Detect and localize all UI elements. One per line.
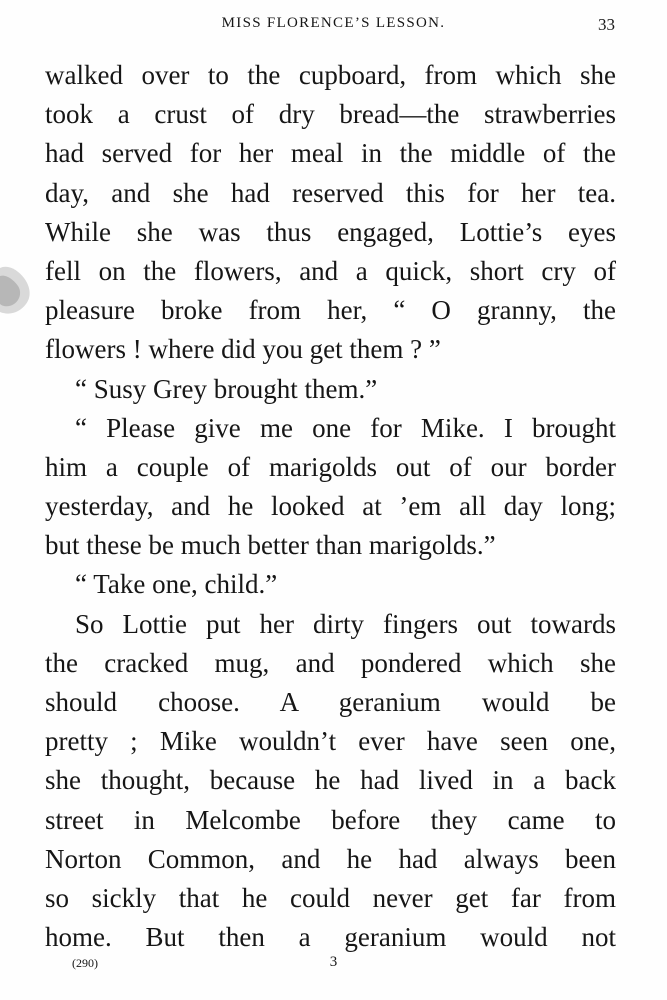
text-line: day, and she had reserved this for her tea. <box>45 177 616 208</box>
text-line: home. But then a geranium would not <box>45 922 616 953</box>
running-head <box>0 12 667 38</box>
text-line: so sickly that he could never get far from <box>45 882 616 913</box>
text-line: should choose. A geranium would be <box>45 687 616 717</box>
text-line: fell on the flowers, and a quick, short cry of <box>45 255 616 286</box>
text-line: walked over to the cupboard, from which she <box>45 60 616 90</box>
text-line: pleasure broke from her, “ O granny, the <box>45 295 616 326</box>
gathering-mark: 3 <box>329 954 338 970</box>
text-line: but these be much better than marigolds.” <box>45 530 496 561</box>
text-line: So Lottie put her dirty fingers out towards <box>75 608 616 639</box>
paper-stain <box>0 262 34 318</box>
running-title: MISS FLORENCE’S LESSON. <box>221 15 446 31</box>
signature-mark: (290) <box>72 956 98 970</box>
text-line: yesterday, and he looked at ’em all day long; <box>45 491 616 522</box>
text-line: had served for her meal in the middle of the <box>45 138 616 169</box>
text-line: “ Take one, child.” <box>75 569 278 600</box>
page-number: 33 <box>598 15 615 34</box>
text-line: flowers ! where did you get them ? ” <box>45 334 441 365</box>
page-footer <box>0 950 667 980</box>
text-line: Norton Common, and he had always been <box>45 843 616 874</box>
text-line: “ Please give me one for Mike. I brought <box>75 412 616 443</box>
body-text <box>45 56 616 957</box>
text-line: him a couple of marigolds out of our border <box>45 451 616 482</box>
text-line: “ Susy Grey brought them.” <box>75 373 378 404</box>
text-line: pretty ; Mike wouldn’t ever have seen one, <box>45 726 616 757</box>
text-line: took a crust of dry bread—the strawberries <box>45 99 616 130</box>
text-line: she thought, because he had lived in a back <box>45 765 616 796</box>
text-line: the cracked mug, and pondered which she <box>45 647 616 678</box>
text-line: street in Melcombe before they came to <box>45 804 616 835</box>
text-line: While she was thus engaged, Lottie’s eyes <box>45 216 616 247</box>
